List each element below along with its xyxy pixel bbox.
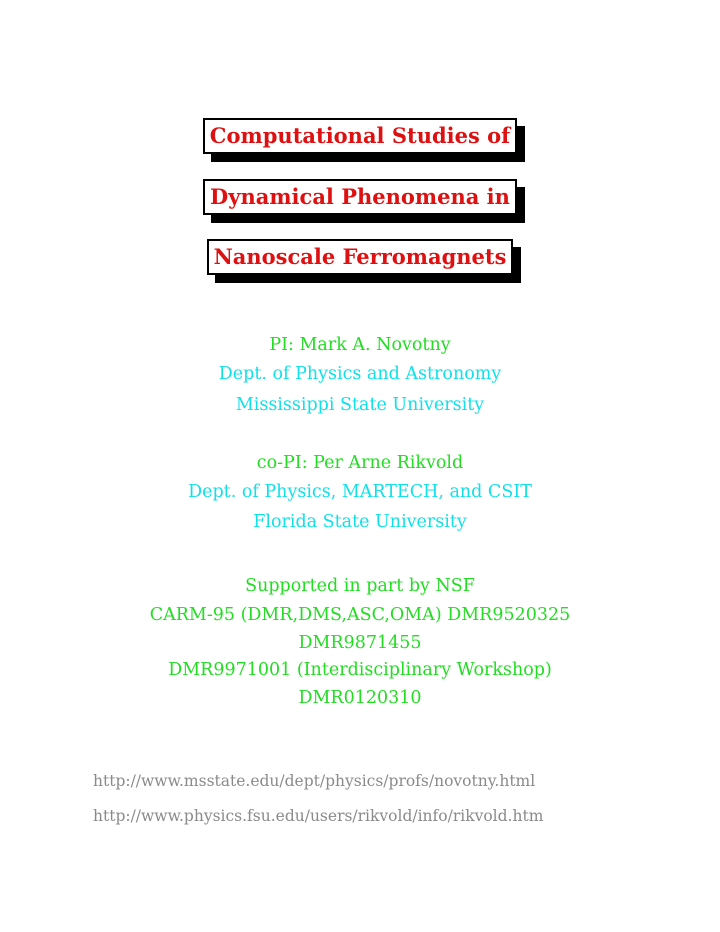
rikvold-url[interactable]: http://www.physics.fsu.edu/users/rikvold/info/rikvold.htm <box>93 807 544 825</box>
title-box-3 <box>0 239 720 275</box>
pi-university: Mississippi State University <box>235 395 485 415</box>
co-pi-university: Florida State University <box>253 512 467 532</box>
co-pi-name: co-PI: Per Arne Rikvold <box>256 453 464 473</box>
support-intro: Supported in part by NSF <box>245 576 475 596</box>
novotny-url[interactable]: http://www.msstate.edu/dept/physics/profs/novotny.html <box>93 772 536 790</box>
grant-line-1: CARM-95 (DMR,DMS,ASC,OMA) DMR9520325 <box>149 605 571 625</box>
title-line-1: Computational Studies of <box>203 118 517 154</box>
title-box-2 <box>0 179 720 215</box>
title-line-3: Nanoscale Ferromagnets <box>207 239 514 275</box>
grant-line-3: DMR9971001 (Interdisciplinary Workshop) <box>168 660 552 680</box>
pi-department: Dept. of Physics and Astronomy <box>218 364 502 384</box>
grant-line-2: DMR9871455 <box>298 633 422 653</box>
pi-name: PI: Mark A. Novotny <box>269 335 451 355</box>
title-line-2: Dynamical Phenomena in <box>203 179 517 215</box>
grant-line-4: DMR0120310 <box>298 688 422 708</box>
co-pi-department: Dept. of Physics, MARTECH, and CSIT <box>188 482 532 502</box>
title-box-1 <box>0 118 720 154</box>
